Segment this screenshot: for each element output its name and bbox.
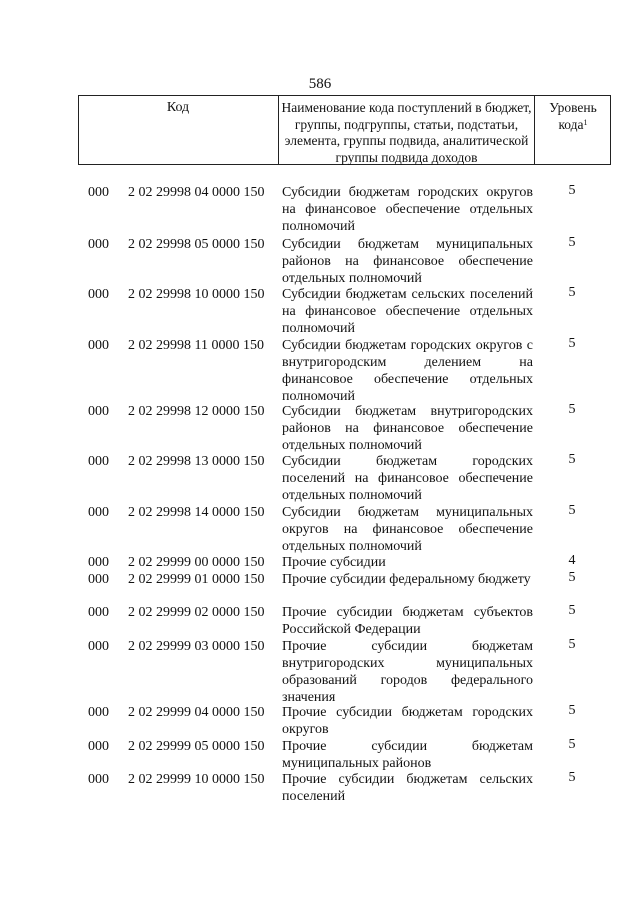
- row-prefix: 000: [88, 454, 109, 469]
- row-name: Субсидии бюджетам городских округов с внутригородским делением на финансовое обеспечение отдельных полномочий: [282, 338, 533, 404]
- row-level: 5: [568, 452, 576, 467]
- row-name: Субсидии бюджетам городских округов на финансовое обеспечение отдельных полномочий: [282, 185, 533, 234]
- row-name: Субсидии бюджетам городских поселений на финансовое обеспечение отдельных полномочий: [282, 454, 533, 503]
- row-level: 5: [568, 503, 576, 518]
- row-level: 5: [568, 402, 576, 417]
- row-code: 2 02 29998 11 0000 150: [128, 338, 264, 353]
- row-code: 2 02 29999 02 0000 150: [128, 605, 265, 620]
- row-name: Прочие субсидии бюджетам субъектов Российской Федерации: [282, 605, 533, 637]
- row-level: 5: [568, 570, 576, 585]
- row-name: Прочие субсидии бюджетам муниципальных районов: [282, 739, 533, 771]
- row-level: 5: [568, 703, 576, 718]
- row-prefix: 000: [88, 605, 109, 620]
- row-prefix: 000: [88, 404, 109, 419]
- row-prefix: 000: [88, 287, 109, 302]
- row-level: 5: [568, 737, 576, 752]
- row-level: 5: [568, 336, 576, 351]
- row-name: Прочие субсидии федеральному бюджету: [282, 572, 531, 587]
- row-level: 4: [568, 553, 576, 568]
- row-prefix: 000: [88, 639, 109, 654]
- row-level: 5: [568, 235, 576, 250]
- row-code: 2 02 29998 10 0000 150: [128, 287, 265, 302]
- row-code: 2 02 29999 10 0000 150: [128, 772, 265, 787]
- header-code: Код: [166, 100, 190, 115]
- row-code: 2 02 29999 04 0000 150: [128, 705, 265, 720]
- row-prefix: 000: [88, 185, 109, 200]
- row-prefix: 000: [88, 505, 109, 520]
- row-name: Прочие субсидии: [282, 555, 386, 570]
- header-level-label-tail: а: [577, 116, 584, 132]
- row-level: 5: [568, 770, 576, 785]
- header-level-label: Уровень код: [549, 100, 597, 132]
- row-name: Субсидии бюджетам муниципальных округов на финансовое обеспечение отдельных полномочий: [282, 505, 533, 554]
- header-level: [535, 100, 611, 133]
- row-prefix: 000: [88, 572, 109, 587]
- header-top-rule: [78, 95, 611, 96]
- row-name: Прочие субсидии бюджетам внутригородских муниципальных образований городов федерального значения: [282, 639, 533, 705]
- row-name: Субсидии бюджетам муниципальных районов на финансовое обеспечение отдельных полномочий: [282, 237, 533, 286]
- row-code: 2 02 29999 00 0000 150: [128, 555, 265, 570]
- row-name: Субсидии бюджетам сельских поселений на финансовое обеспечение отдельных полномочий: [282, 287, 533, 336]
- row-name: Прочие субсидии бюджетам городских округов: [282, 705, 533, 737]
- row-code: 2 02 29998 04 0000 150: [128, 185, 265, 200]
- row-prefix: 000: [88, 555, 109, 570]
- table-header: [78, 95, 611, 167]
- row-level: 5: [568, 603, 576, 618]
- row-code: 2 02 29998 12 0000 150: [128, 404, 265, 419]
- row-level: 5: [568, 637, 576, 652]
- row-name: Субсидии бюджетам внутригородских районов на финансовое обеспечение отдельных полномочий: [282, 404, 533, 453]
- row-code: 2 02 29999 05 0000 150: [128, 739, 265, 754]
- row-prefix: 000: [88, 739, 109, 754]
- row-prefix: 000: [88, 338, 109, 353]
- header-name: Наименование кода поступлений в бюджет, группы, подгруппы, статьи, подстатьи, элемента, группы подвида, аналитической группы подвида доходов: [281, 100, 532, 165]
- page-number: 586: [308, 76, 332, 92]
- header-level-footnote: 1: [583, 117, 588, 127]
- row-code: 2 02 29998 05 0000 150: [128, 237, 265, 252]
- row-prefix: 000: [88, 772, 109, 787]
- row-code: 2 02 29998 13 0000 150: [128, 454, 265, 469]
- row-prefix: 000: [88, 237, 109, 252]
- row-prefix: 000: [88, 705, 109, 720]
- row-code: 2 02 29999 01 0000 150: [128, 572, 265, 587]
- row-name: Прочие субсидии бюджетам сельских поселений: [282, 772, 533, 804]
- row-code: 2 02 29998 14 0000 150: [128, 505, 265, 520]
- row-code: 2 02 29999 03 0000 150: [128, 639, 265, 654]
- row-level: 5: [568, 285, 576, 300]
- row-level: 5: [568, 183, 576, 198]
